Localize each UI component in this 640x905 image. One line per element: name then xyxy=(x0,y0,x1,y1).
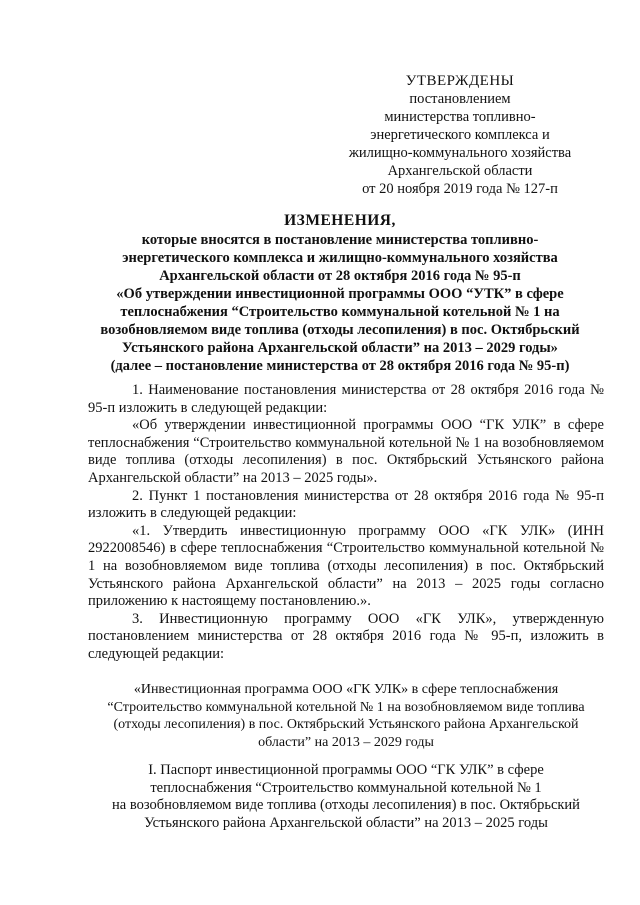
program-title-line: «Инвестиционная программа ООО «ГК УЛК» в сфере теплоснабжения xyxy=(133,682,559,697)
passport-line: I. Паспорт инвестиционной программы ООО “ГК УЛК” в сфере xyxy=(148,762,544,778)
passport-heading xyxy=(88,762,604,832)
title-line: Архангельской области от 28 октября 2016 года № 95-п xyxy=(159,268,521,284)
paragraph-item-3: 3. Инвестиционную программу ООО «ГК УЛК», утвержденную постановлением министерства от 28 октября 2016 года № 95-п, изложить в следующей редакции: xyxy=(88,610,604,662)
approval-line: жилищно-коммунального хозяйства xyxy=(348,145,572,161)
passport-line: на возобновляемом виде топлива (отходы лесопиления) в пос. Октябрьский xyxy=(112,797,580,814)
paragraph-item-2: 2. Пункт 1 постановления министерства от 28 октября 2016 года № 95-п изложить в следующей редакции: xyxy=(88,487,604,522)
paragraph-item-1: 1. Наименование постановления министерства от 28 октября 2016 года № 95-п изложить в следующей редакции: xyxy=(88,382,604,416)
paragraph-quote-1: «Об утверждении инвестиционной программы ООО “ГК УЛК” в сфере теплоснабжения “Строительство коммунальной котельной № 1 на возобновляемом виде топлива (отходы лесопиления) в пос. Октябрьский Устьянского района Архангельской области” на 2013 – 2025 годы». xyxy=(88,417,604,486)
title-line: (далее – постановление министерства от 28 октября 2016 года № 95-п) xyxy=(110,358,570,374)
passport-line: Устьянского района Архангельской области” на 2013 – 2025 годы xyxy=(144,814,548,831)
paragraph-quote-2: «1. Утвердить инвестиционную программу ООО «ГК УЛК» (ИНН 2922008546) в сфере теплоснабжения “Строительство коммунальной котельной № 1 на возобновляемом виде топлива (отходы лесопиления) в пос. Октябрьский Устьянского района Архангельской области” на 2013 – 2025 годы согласно приложению к настоящему постановлению.». xyxy=(88,522,604,610)
passport-line: теплоснабжения “Строительство коммунальной котельной № 1 xyxy=(150,779,542,796)
approval-line: Архангельской области xyxy=(387,163,533,179)
program-title-line: (отходы лесопиления) в пос. Октябрьский Устьянского района Архангельской xyxy=(113,717,579,733)
program-title xyxy=(88,681,604,751)
approval-line: министерства топливно- xyxy=(384,109,536,125)
approval-line: от 20 ноября 2019 года № 127-п xyxy=(362,181,558,197)
title-line: теплоснабжения “Строительство коммунальной котельной № 1 на xyxy=(120,304,560,320)
title-main: ИЗМЕНЕНИЯ, xyxy=(284,212,396,229)
title-line: возобновляемом виде топлива (отходы лесопиления) в пос. Октябрьский xyxy=(100,322,580,338)
approval-heading: УТВЕРЖДЕНЫ xyxy=(405,73,515,89)
program-title-line: “Строительство коммунальной котельной № 1 на возобновляемом виде топлива xyxy=(107,699,585,715)
title-line: «Об утверждении инвестиционной программы ООО “УТК” в сфере xyxy=(116,286,564,302)
document-title xyxy=(70,212,610,375)
approval-line: постановлением xyxy=(409,91,511,107)
title-line: энергетического комплекса и жилищно-коммунального хозяйства xyxy=(122,250,558,266)
program-title-line: области” на 2013 – 2029 годы xyxy=(258,734,434,750)
approval-block xyxy=(310,72,610,198)
approval-line: энергетического комплекса и xyxy=(370,127,550,143)
title-line: Устьянского района Архангельской области” на 2013 – 2029 годы» xyxy=(122,340,558,356)
title-line: которые вносятся в постановление министерства топливно- xyxy=(141,232,539,248)
document-body xyxy=(88,382,604,664)
